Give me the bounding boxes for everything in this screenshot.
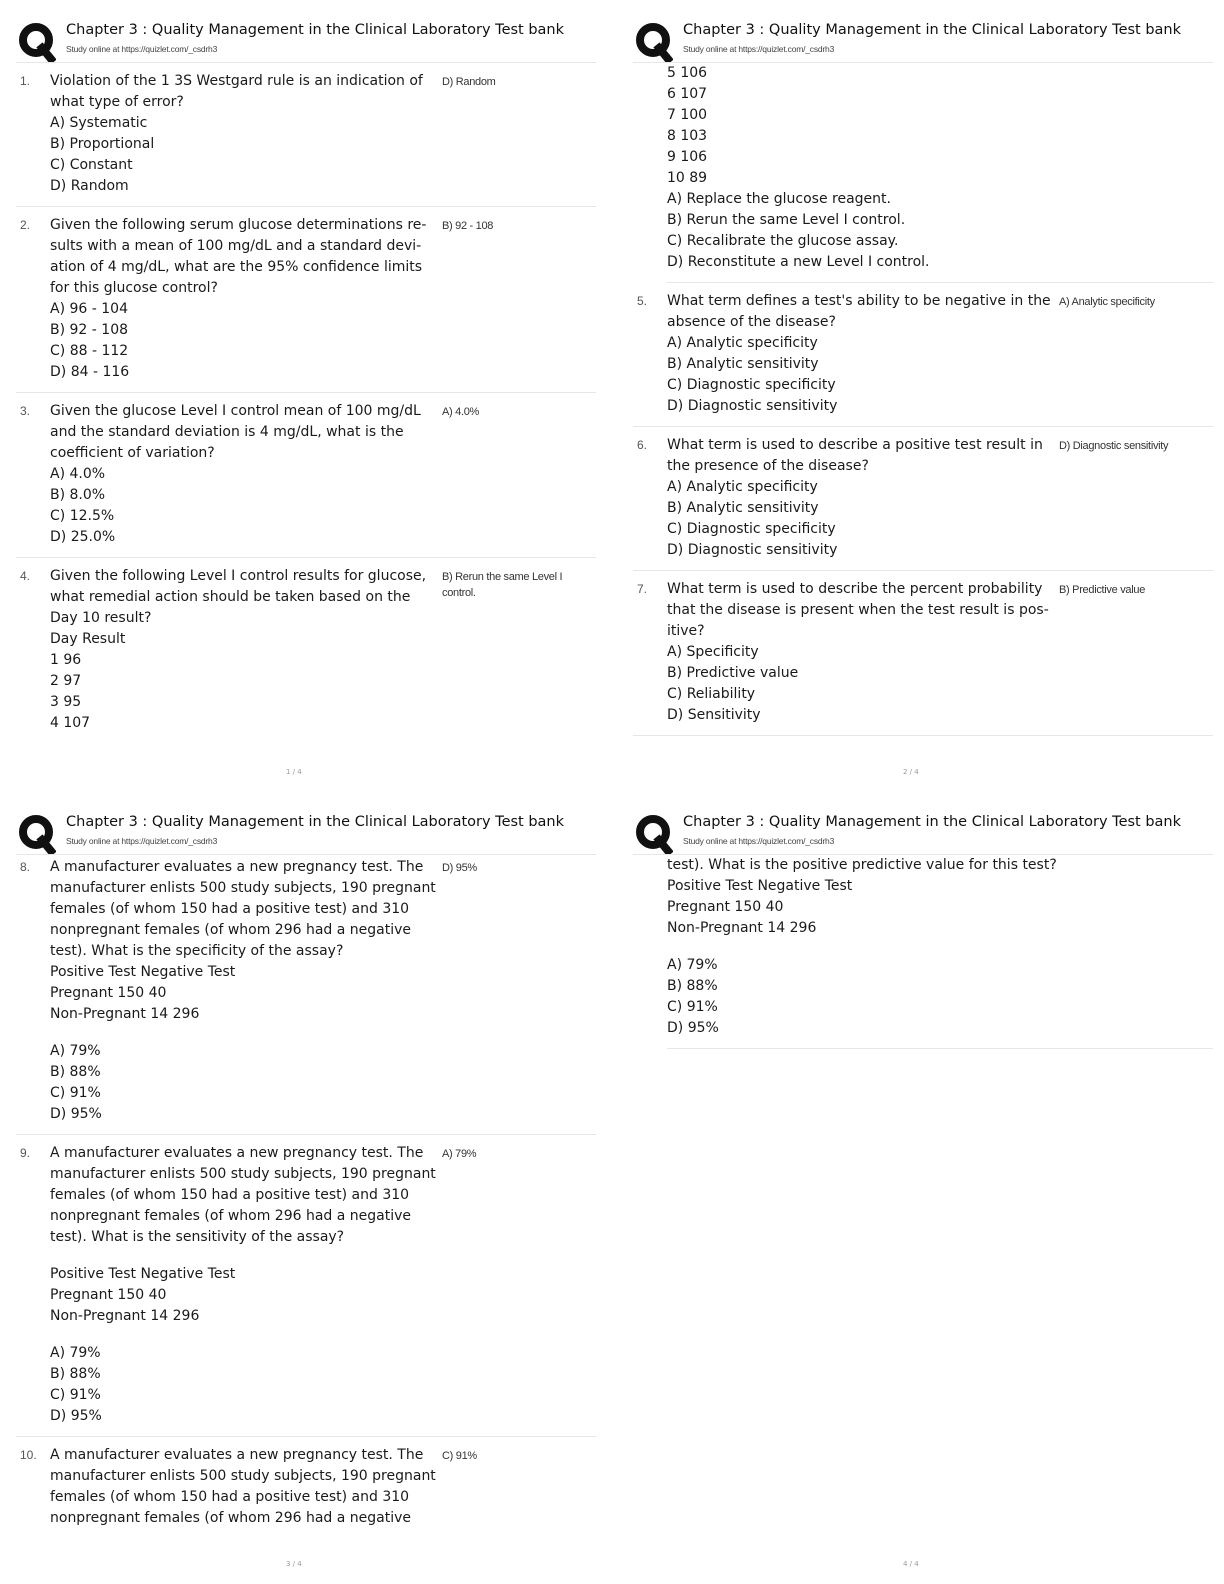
option-b: B) Rerun the same Level I control. [667, 212, 906, 228]
question-line: females (of whom 150 had a positive test) and 310 [50, 1187, 410, 1203]
option-c: C) Diagnostic specificity [667, 521, 836, 537]
option-b: B) Proportional [50, 136, 155, 152]
answer-line: control. [442, 587, 476, 599]
question-number: 3. [20, 404, 31, 418]
question-9 [16, 1135, 596, 1437]
question-number: 5. [637, 294, 648, 308]
table-header: Positive Test Negative Test [50, 1266, 236, 1282]
option-a: A) 79% [50, 1043, 101, 1059]
option-c: C) 91% [667, 999, 718, 1015]
option-a: A) Systematic [50, 115, 148, 131]
question-text [50, 1143, 442, 1427]
question-line: What term is used to describe a positive test result in [667, 437, 1043, 453]
option-d: D) Diagnostic sensitivity [667, 398, 838, 414]
option-a: A) 79% [50, 1345, 101, 1361]
option-c: C) Reliability [667, 686, 756, 702]
option-a: A) Specificity [667, 644, 759, 660]
question-number: 6. [637, 438, 648, 452]
header-subtitle: Study online at https://quizlet.com/_csdrh3 [683, 44, 835, 54]
header-title: Chapter 3 : Quality Management in the Clinical Laboratory Test bank [683, 22, 1182, 38]
question-number: 9. [20, 1146, 31, 1160]
question-line: nonpregnant females (of whom 296 had a negative [50, 1510, 412, 1526]
option-b: B) Analytic sensitivity [667, 500, 819, 516]
question-line: itive? [667, 623, 705, 639]
option-c: C) Constant [50, 157, 133, 173]
option-d: D) Diagnostic sensitivity [667, 542, 838, 558]
option-c: C) 91% [50, 1387, 101, 1403]
question-line: Given the glucose Level I control mean of 100 mg/dL [50, 403, 421, 419]
option-c: C) 88 - 112 [50, 343, 129, 359]
question-line: manufacturer enlists 500 study subjects, 190 pregnant [50, 1468, 436, 1484]
option-d: D) 95% [50, 1106, 102, 1122]
question-number: 4. [20, 569, 31, 583]
page-number: 2 / 4 [903, 768, 919, 776]
question-text [50, 215, 442, 383]
option-d: D) Random [50, 178, 129, 194]
question-line: and the standard deviation is 4 mg/dL, what is the [50, 424, 404, 440]
option-d: D) 95% [667, 1020, 719, 1036]
option-a: A) Analytic specificity [667, 335, 818, 351]
option-a: A) Analytic specificity [667, 479, 818, 495]
table-row: Non-Pregnant 14 296 [667, 920, 817, 936]
header-subtitle: Study online at https://quizlet.com/_csdrh3 [683, 836, 835, 846]
answer: B) Predictive value [1059, 584, 1146, 596]
table-row: Pregnant 150 40 [50, 985, 167, 1001]
question-line: nonpregnant females (of whom 296 had a negative [50, 922, 412, 938]
option-d: D) 25.0% [50, 529, 116, 545]
answer: D) 95% [442, 862, 477, 874]
question-line: manufacturer enlists 500 study subjects, 190 pregnant [50, 1166, 436, 1182]
option-b: B) 88% [50, 1366, 101, 1382]
answer: A) Analytic specificity [1059, 296, 1155, 308]
table-row: 4 107 [50, 715, 91, 731]
question-line: What term is used to describe the percent probability [667, 581, 1043, 597]
option-d: D) 95% [50, 1408, 102, 1424]
question-line: absence of the disease? [667, 314, 836, 330]
answer: A) 4.0% [442, 406, 480, 418]
quizlet-logo-icon [18, 22, 56, 62]
header-subtitle: Study online at https://quizlet.com/_csdrh3 [66, 44, 218, 54]
page-header [633, 16, 1213, 63]
option-b: B) 88% [667, 978, 718, 994]
option-d: D) Reconstitute a new Level I control. [667, 254, 930, 270]
question-5 [633, 283, 1213, 427]
question-text [50, 857, 442, 1125]
question-number: 7. [637, 582, 648, 596]
page-number: 3 / 4 [286, 1560, 302, 1568]
table-header: Day Result [50, 631, 126, 647]
answer [442, 569, 592, 601]
question-text [667, 291, 1059, 417]
answer: B) 92 - 108 [442, 220, 494, 232]
option-a: A) 96 - 104 [50, 301, 128, 317]
option-b: B) 8.0% [50, 487, 106, 503]
answer-line: B) Rerun the same Level I [442, 571, 563, 583]
header-subtitle: Study online at https://quizlet.com/_csdrh3 [66, 836, 218, 846]
question-number: 8. [20, 860, 31, 874]
answer: D) Diagnostic sensitivity [1059, 440, 1169, 452]
header-title: Chapter 3 : Quality Management in the Clinical Laboratory Test bank [66, 814, 565, 830]
page-header [633, 808, 1213, 855]
question-line: nonpregnant females (of whom 296 had a negative [50, 1208, 412, 1224]
table-row: 9 106 [667, 149, 708, 165]
table-row: 8 103 [667, 128, 708, 144]
question-number: 10. [20, 1448, 37, 1462]
table-row: 6 107 [667, 86, 708, 102]
table-row: 3 95 [50, 694, 82, 710]
question-6 [633, 427, 1213, 571]
question-text [50, 566, 442, 734]
question-line: what remedial action should be taken based on the [50, 589, 411, 605]
question-line: the presence of the disease? [667, 458, 869, 474]
option-a: A) 79% [667, 957, 718, 973]
question-line: What term defines a test's ability to be negative in the [667, 293, 1051, 309]
table-row: 7 100 [667, 107, 708, 123]
question-line: A manufacturer evaluates a new pregnancy test. The [50, 1447, 424, 1463]
question-line: Day 10 result? [50, 610, 152, 626]
table-header: Positive Test Negative Test [50, 964, 236, 980]
question-text [50, 1445, 442, 1529]
table-row: 5 106 [667, 65, 708, 81]
table-row: Non-Pregnant 14 296 [50, 1308, 200, 1324]
question-line: for this glucose control? [50, 280, 218, 296]
table-row: 2 97 [50, 673, 82, 689]
question-text [50, 71, 442, 197]
question-line: test). What is the specificity of the assay? [50, 943, 344, 959]
question-line: Given the following serum glucose determinations re- [50, 217, 427, 233]
option-b: B) Analytic sensitivity [667, 356, 819, 372]
quizlet-logo-icon [635, 22, 673, 62]
header-title: Chapter 3 : Quality Management in the Clinical Laboratory Test bank [683, 814, 1182, 830]
answer: C) 91% [442, 1450, 477, 1462]
question-text [667, 579, 1059, 726]
option-c: C) Diagnostic specificity [667, 377, 836, 393]
question-10 [16, 1437, 596, 1538]
question-line: test). What is the positive predictive value for this test? [667, 857, 1057, 873]
page-1 [16, 16, 596, 776]
page-3 [16, 808, 596, 1568]
question-line: ation of 4 mg/dL, what are the 95% confidence limits [50, 259, 423, 275]
table-row: Non-Pregnant 14 296 [50, 1006, 200, 1022]
question-4-continued [667, 63, 1213, 283]
question-3 [16, 393, 596, 558]
page-header [16, 16, 596, 63]
page-number: 4 / 4 [903, 1560, 919, 1568]
page-header [16, 808, 596, 855]
option-c: C) 12.5% [50, 508, 115, 524]
question-number: 1. [20, 74, 31, 88]
option-c: C) Recalibrate the glucose assay. [667, 233, 899, 249]
question-line: manufacturer enlists 500 study subjects, 190 pregnant [50, 880, 436, 896]
quizlet-logo-icon [635, 814, 673, 854]
option-a: A) 4.0% [50, 466, 106, 482]
question-text [667, 435, 1059, 561]
table-row: 1 96 [50, 652, 82, 668]
question-line: that the disease is present when the test result is pos- [667, 602, 1049, 618]
page-4 [633, 808, 1213, 1568]
table-row: 10 89 [667, 170, 708, 186]
option-a: A) Replace the glucose reagent. [667, 191, 891, 207]
table-header: Positive Test Negative Test [667, 878, 853, 894]
question-line: sults with a mean of 100 mg/dL and a standard devi- [50, 238, 422, 254]
question-2 [16, 207, 596, 393]
question-text [50, 401, 442, 548]
option-d: D) Sensitivity [667, 707, 761, 723]
question-line: females (of whom 150 had a positive test) and 310 [50, 901, 410, 917]
option-b: B) 88% [50, 1064, 101, 1080]
answer: A) 79% [442, 1148, 477, 1160]
quizlet-logo-icon [18, 814, 56, 854]
question-line: test). What is the sensitivity of the assay? [50, 1229, 345, 1245]
option-d: D) 84 - 116 [50, 364, 130, 380]
question-7 [633, 571, 1213, 736]
question-line: A manufacturer evaluates a new pregnancy test. The [50, 859, 424, 875]
table-row: Pregnant 150 40 [667, 899, 784, 915]
question-line: Given the following Level I control results for glucose, [50, 568, 427, 584]
option-b: B) Predictive value [667, 665, 799, 681]
header-title: Chapter 3 : Quality Management in the Clinical Laboratory Test bank [66, 22, 565, 38]
question-10-continued [667, 855, 1213, 1049]
page-number: 1 / 4 [286, 768, 302, 776]
answer: D) Random [442, 76, 496, 88]
question-line: A manufacturer evaluates a new pregnancy test. The [50, 1145, 424, 1161]
question-number: 2. [20, 218, 31, 232]
question-line: Violation of the 1 3S Westgard rule is an indication of [50, 73, 423, 89]
table-row: Pregnant 150 40 [50, 1287, 167, 1303]
question-4 [16, 558, 596, 743]
question-line: females (of whom 150 had a positive test) and 310 [50, 1489, 410, 1505]
question-1 [16, 63, 596, 207]
page-2 [633, 16, 1213, 776]
option-b: B) 92 - 108 [50, 322, 129, 338]
question-line: what type of error? [50, 94, 184, 110]
question-8 [16, 855, 596, 1135]
option-c: C) 91% [50, 1085, 101, 1101]
question-line: coefficient of variation? [50, 445, 215, 461]
